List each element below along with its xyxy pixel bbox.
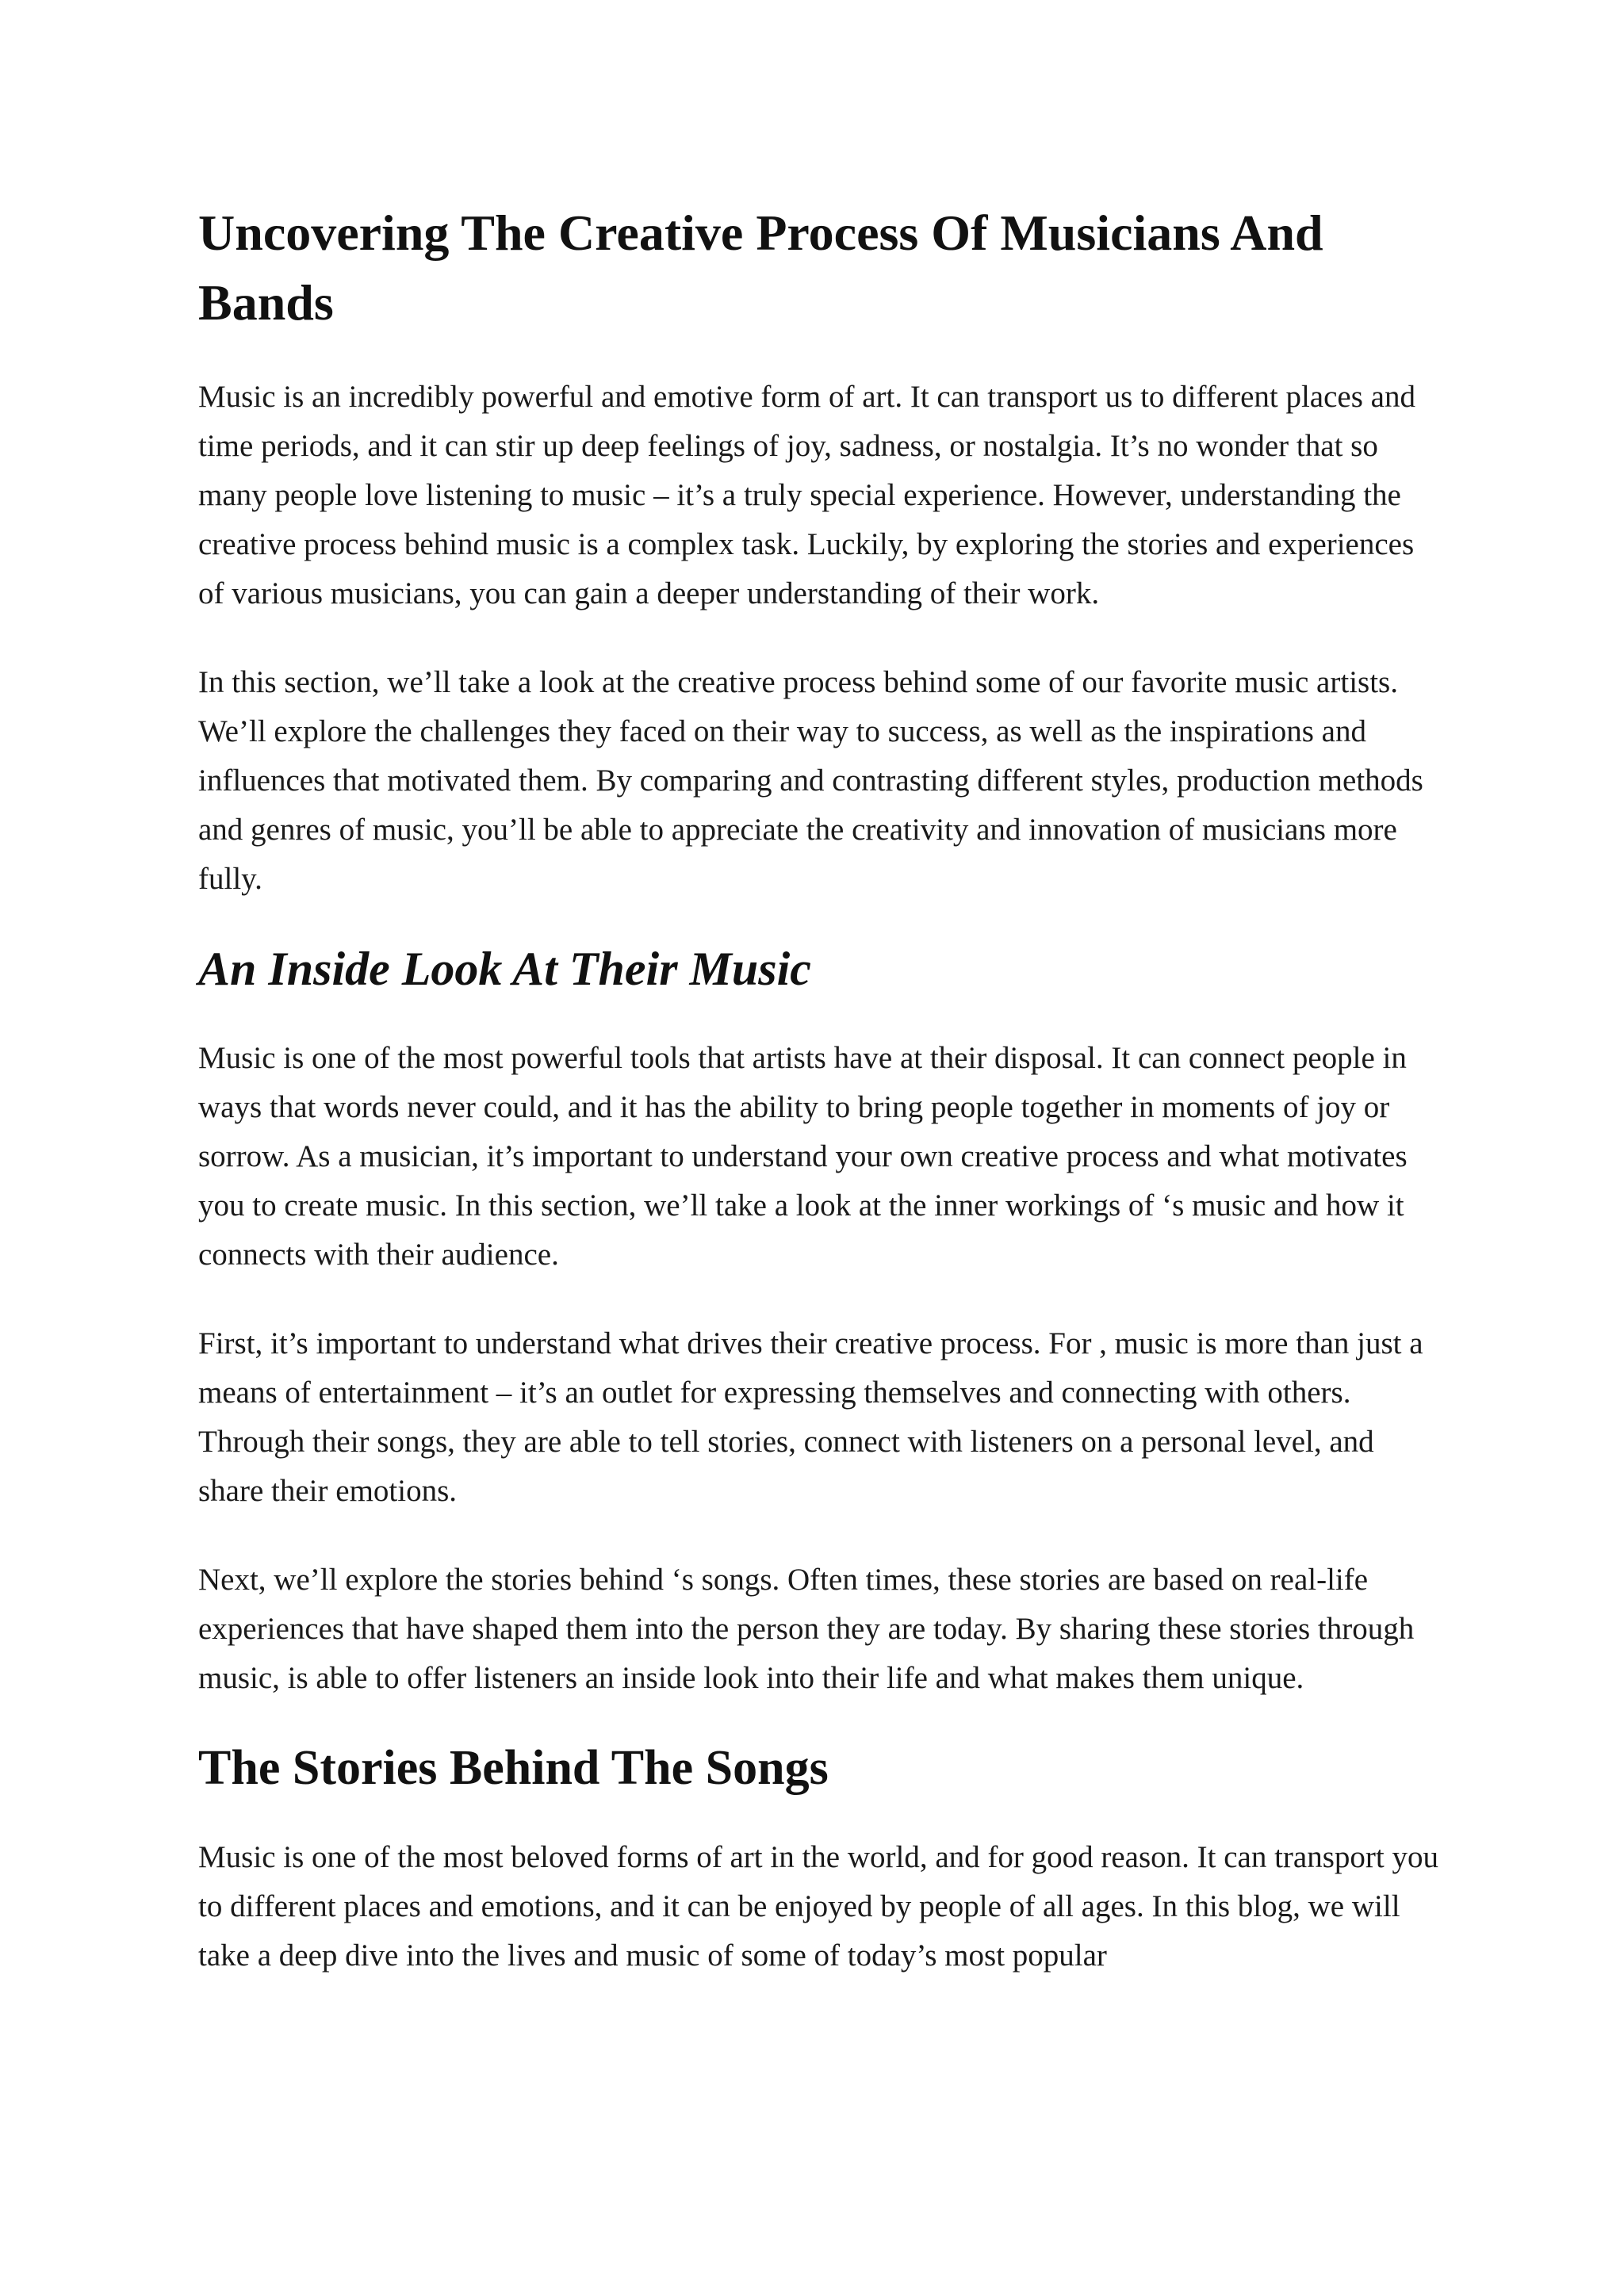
stories-paragraph-1: Music is one of the most beloved forms of art in the world, and for good reason. It can transport you to different places and emotions, and it can be enjoyed by people of all ages. In this blog, we will take a deep dive into the lives and music of some of today’s most popular xyxy=(198,1840,1438,1973)
intro-paragraph-1: Music is an incredibly powerful and emotive form of art. It can transport us to different places and time periods, and it can stir up deep feelings of joy, sadness, or nostalgia. It’s no wonder that so many people love listening to music – it’s a truly special experience. However, understanding the creative process behind music is a complex task. Luckily, by exploring the stories and experiences of various musicians, you can gain a deeper understanding of their work. xyxy=(198,380,1415,610)
inside-look-paragraph-2: First, it’s important to understand what drives their creative process. For , music is more than just a means of entertainment – it’s an outlet for expressing themselves and connecting with others. Through their songs, they are able to tell stories, connect with listeners on a personal level, and share their emotions. xyxy=(198,1326,1423,1508)
intro-paragraph-2: In this section, we’ll take a look at the creative process behind some of our favorite music artists. We’ll explore the challenges they faced on their way to success, as well as the inspirations and influences that motivated them. By comparing and contrasting different styles, production methods and genres of music, you’ll be able to appreciate the creativity and innovation of musicians more fully. xyxy=(198,665,1423,896)
section-heading-stories: The Stories Behind The Songs xyxy=(198,1741,829,1795)
page-title: Uncovering The Creative Process Of Musicians And Bands xyxy=(198,205,1323,331)
inside-look-paragraph-3: Next, we’ll explore the stories behind ‘s songs. Often times, these stories are based on real-life experiences that have shaped them into the person they are today. By sharing these stories through music, is able to offer listeners an inside look into their life and what makes them unique. xyxy=(198,1563,1415,1695)
inside-look-paragraph-1: Music is one of the most powerful tools that artists have at their disposal. It can connect people in ways that words never could, and it has the ability to bring people together in moments of joy or sorrow. As a musician, it’s important to understand your own creative process and what motivates you to create music. In this section, we’ll take a look at the inner workings of ‘s music and how it connects with their audience. xyxy=(198,1041,1408,1272)
document-page xyxy=(198,198,1443,1980)
section-heading-inside-look: An Inside Look At Their Music xyxy=(198,943,811,995)
